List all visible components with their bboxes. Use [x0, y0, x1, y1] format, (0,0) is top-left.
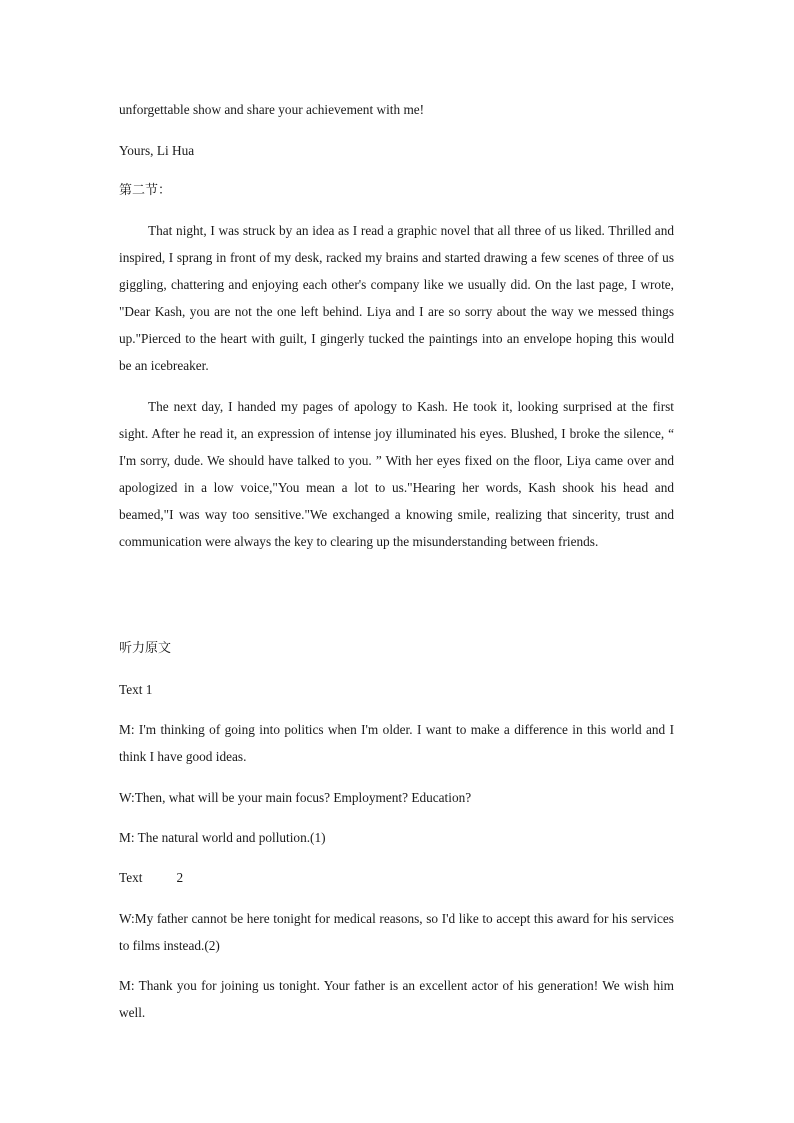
text1-line-2: W:Then, what will be your main focus? Employment? Education? — [119, 790, 472, 805]
text2-label — [119, 864, 674, 891]
text2-label-word: Text — [119, 870, 143, 885]
text1-line-1: M: I'm thinking of going into politics when I'm older. I want to make a difference in this world and I think I have good ideas. — [119, 722, 674, 764]
section2-paragraph-1: That night, I was struck by an idea as I read a graphic novel that all three of us liked. Thrilled and inspired, I sprang in front of my desk, racked my brains and started drawing a few scenes of three of us giggling, chattering and enjoying each other's company like we usually did. On the last page, I wrote, "Dear Kash, you are not the one left behind. Liya and I are so sorry about the way we messed things up."Pierced to the heart with guilt, I gingerly tucked the paintings into an envelope hoping this would be an icebreaker. — [119, 223, 674, 373]
text1-line-3: M: The natural world and pollution.(1) — [119, 830, 326, 845]
letter-closing-line: unforgettable show and share your achievement with me! — [119, 102, 425, 117]
section2-heading: 第二节： — [119, 183, 172, 198]
text2-label-number: 2 — [176, 870, 184, 885]
text2-line-1: W:My father cannot be here tonight for medical reasons, so I'd like to accept this award for his services to films instead.(2) — [119, 911, 674, 953]
text2-line-2: M: Thank you for joining us tonight. Your father is an excellent actor of his generation! We wish him well. — [119, 978, 674, 1020]
text1-label: Text 1 — [119, 682, 153, 697]
section2-paragraph-2: The next day, I handed my pages of apology to Kash. He took it, looking surprised at the first sight. After he read it, an expression of intense joy illuminated his eyes. Blushed, I broke the silence, “ I'm sorry, dude. We should have talked to you. ” With her eyes fixed on the floor, Liya came over and apologized in a low voice,"You mean a lot to us."Hearing her words, Kash shook his head and beamed,"I was way too sensitive."We exchanged a knowing smile, realizing that sincerity, trust and communication were always the key to clearing up the misunderstanding between friends. — [119, 399, 674, 549]
letter-signoff: Yours, Li Hua — [119, 143, 195, 158]
listening-heading: 听力原文 — [119, 641, 172, 656]
